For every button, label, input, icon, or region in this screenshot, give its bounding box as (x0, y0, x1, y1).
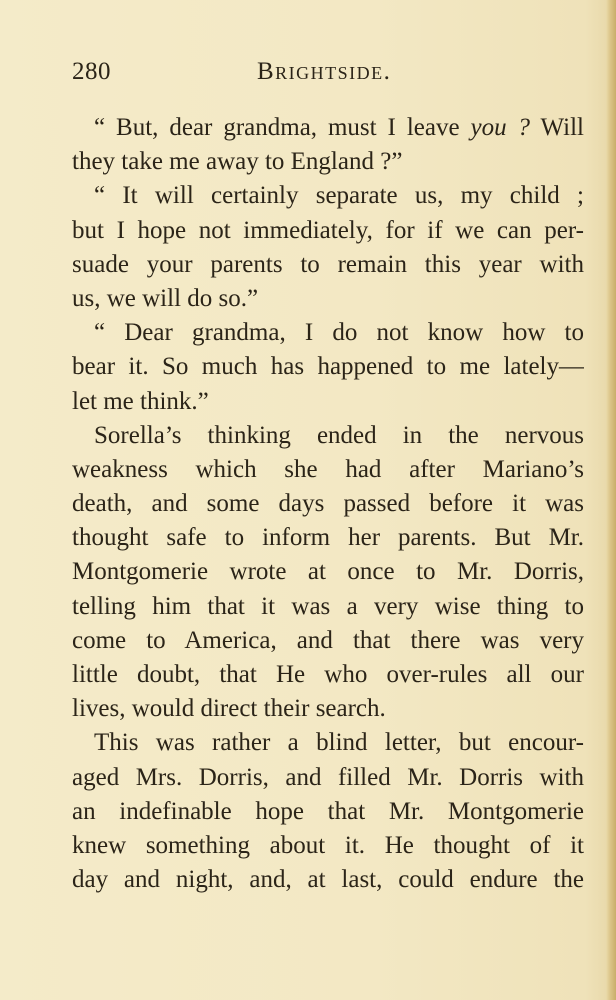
text-line: they take me away to England ?” (72, 148, 403, 176)
text-line: day and night, and, at last, could endure the (72, 866, 584, 894)
text-line: knew something about it. He thought of it (72, 831, 584, 859)
text-line: Sorella’s thinking ended in the nervous (94, 421, 584, 449)
text-line: telling him that it was a very wise thing to (72, 592, 584, 620)
text-line: thought safe to inform her parents. But Mr. (72, 524, 584, 552)
text-line: “ But, dear grandma, must I leave you ? Will (94, 114, 584, 141)
text-line: death, and some days passed before it was (72, 490, 584, 518)
text-line: little doubt, that He who over-rules all our (72, 661, 584, 688)
page-edge (606, 0, 616, 1000)
text-line: “ It will certainly separate us, my child ; (94, 182, 584, 210)
emphasized-word: you ? (470, 114, 531, 141)
text-line: come to America, and that there was very (72, 626, 584, 654)
page-header (72, 58, 584, 92)
text-line: aged Mrs. Dorris, and filled Mr. Dorris with (72, 763, 584, 791)
text-line: but I hope not immediately, for if we can per- (72, 216, 584, 244)
text-line: “ Dear grandma, I do not know how to (94, 319, 584, 347)
text-line: us, we will do so.” (72, 284, 259, 312)
body-text (72, 111, 584, 897)
text-line: an indefinable hope that Mr. Montgomerie (72, 797, 584, 825)
page-number: 280 (72, 58, 111, 85)
text-line: let me think.” (72, 387, 209, 415)
text-line: suade your parents to remain this year with (72, 250, 584, 278)
running-title: Brightside. (257, 58, 392, 85)
text-line: bear it. So much has happened to me lately— (72, 353, 584, 381)
text-line: This was rather a blind letter, but encour- (94, 729, 584, 757)
text-line: Montgomerie wrote at once to Mr. Dorris, (72, 558, 584, 586)
text-line: weakness which she had after Mariano’s (72, 455, 584, 483)
text-line: lives, would direct their search. (72, 695, 386, 723)
